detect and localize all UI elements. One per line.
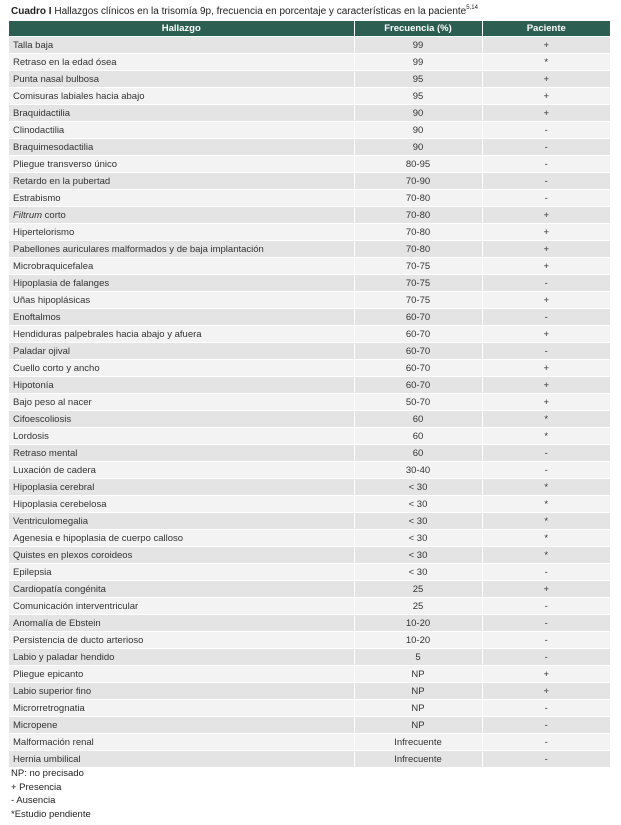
cell-hallazgo-text: Uñas hipoplásicas <box>13 294 91 306</box>
cell-hallazgo-text: Hernia umbilical <box>13 753 81 765</box>
cell-hallazgo-text: Hipotonía <box>13 379 54 391</box>
cell-paciente: + <box>482 292 610 309</box>
cell-hallazgo-text: Bajo peso al nacer <box>13 396 92 408</box>
findings-table <box>9 21 610 767</box>
footnotes <box>11 767 91 821</box>
cell-frecuencia: 60 <box>354 411 482 428</box>
cell-frecuencia: 95 <box>354 88 482 105</box>
cell-frecuencia: 60-70 <box>354 326 482 343</box>
cell-hallazgo-text: Microbraquicefalea <box>13 260 94 272</box>
cell-paciente: + <box>482 105 610 122</box>
table-row <box>9 751 610 768</box>
table-row <box>9 377 610 394</box>
table-row <box>9 513 610 530</box>
cell-hallazgo <box>9 479 354 496</box>
cell-hallazgo-text: Pliegue epicanto <box>13 668 84 680</box>
cell-frecuencia: 10-20 <box>354 632 482 649</box>
cell-hallazgo <box>9 530 354 547</box>
cell-paciente: - <box>482 122 610 139</box>
cell-hallazgo-text: Anomalía de Ebstein <box>13 617 101 629</box>
table-row <box>9 156 610 173</box>
cell-paciente: * <box>482 513 610 530</box>
table-row <box>9 598 610 615</box>
cell-hallazgo <box>9 37 354 54</box>
cell-frecuencia: NP <box>354 683 482 700</box>
cell-hallazgo-text: Epilepsia <box>13 566 52 578</box>
cell-hallazgo-text: Micropene <box>13 719 58 731</box>
cell-hallazgo-text: Hipoplasia cerebelosa <box>13 498 107 510</box>
cell-paciente: - <box>482 564 610 581</box>
cell-hallazgo <box>9 292 354 309</box>
table-row <box>9 683 610 700</box>
cell-hallazgo <box>9 343 354 360</box>
cell-hallazgo <box>9 190 354 207</box>
header-row <box>9 21 610 37</box>
cell-hallazgo <box>9 105 354 122</box>
cell-paciente: - <box>482 615 610 632</box>
cell-hallazgo-text: Hipoplasia de falanges <box>13 277 110 289</box>
cell-frecuencia: 90 <box>354 105 482 122</box>
cell-paciente: - <box>482 751 610 768</box>
cell-hallazgo-text: Estrabismo <box>13 192 61 204</box>
table-body <box>9 37 610 768</box>
cell-hallazgo <box>9 275 354 292</box>
cell-paciente: - <box>482 700 610 717</box>
table-row <box>9 37 610 54</box>
cell-frecuencia: Infrecuente <box>354 734 482 751</box>
cell-frecuencia: 50-70 <box>354 394 482 411</box>
cell-hallazgo-text: Pliegue transverso único <box>13 158 118 170</box>
table-row <box>9 445 610 462</box>
cell-paciente: + <box>482 581 610 598</box>
cell-hallazgo-text: Ventriculomegalia <box>13 515 88 527</box>
cell-frecuencia: < 30 <box>354 479 482 496</box>
cell-hallazgo-text: Retardo en la pubertad <box>13 175 111 187</box>
cell-paciente: * <box>482 496 610 513</box>
cell-paciente: + <box>482 394 610 411</box>
cell-hallazgo-text: Microrretrognatia <box>13 702 85 714</box>
cell-hallazgo-text: Retraso en la edad ósea <box>13 56 117 68</box>
cell-paciente: - <box>482 173 610 190</box>
table-row <box>9 564 610 581</box>
cell-hallazgo <box>9 683 354 700</box>
cell-frecuencia: NP <box>354 666 482 683</box>
table-row <box>9 666 610 683</box>
table-row <box>9 360 610 377</box>
cell-hallazgo <box>9 615 354 632</box>
cell-paciente: - <box>482 445 610 462</box>
table-row <box>9 428 610 445</box>
cell-hallazgo <box>9 309 354 326</box>
table-row <box>9 700 610 717</box>
cell-hallazgo <box>9 173 354 190</box>
cell-frecuencia: 70-80 <box>354 241 482 258</box>
cell-frecuencia: 60-70 <box>354 377 482 394</box>
cell-frecuencia: < 30 <box>354 564 482 581</box>
table-header <box>9 21 610 37</box>
table-row <box>9 292 610 309</box>
cell-paciente: * <box>482 54 610 71</box>
table-row <box>9 394 610 411</box>
cell-hallazgo <box>9 598 354 615</box>
table-row <box>9 649 610 666</box>
cell-frecuencia: 70-80 <box>354 190 482 207</box>
cell-hallazgo-text: Hipertelorismo <box>13 226 75 238</box>
cell-hallazgo <box>9 241 354 258</box>
table-row <box>9 122 610 139</box>
cell-hallazgo-text: Hipoplasia cerebral <box>13 481 95 493</box>
cell-hallazgo-italic: Filtrum <box>13 209 43 221</box>
table-row <box>9 343 610 360</box>
cell-frecuencia: 90 <box>354 122 482 139</box>
cell-paciente: - <box>482 343 610 360</box>
cell-frecuencia: < 30 <box>354 513 482 530</box>
cell-hallazgo <box>9 581 354 598</box>
cell-hallazgo <box>9 717 354 734</box>
cell-paciente: * <box>482 547 610 564</box>
cell-frecuencia: 95 <box>354 71 482 88</box>
cell-hallazgo <box>9 564 354 581</box>
cell-hallazgo-text: Enoftalmos <box>13 311 61 323</box>
footnote-ausencia: - Ausencia <box>11 795 56 807</box>
cell-paciente: * <box>482 428 610 445</box>
cell-hallazgo-text: Cardiopatía congénita <box>13 583 106 595</box>
cell-hallazgo-text: Braquimesodactilia <box>13 141 94 153</box>
cell-paciente: + <box>482 360 610 377</box>
cell-frecuencia: < 30 <box>354 496 482 513</box>
cell-hallazgo-text: Persistencia de ducto arterioso <box>13 634 144 646</box>
cell-hallazgo <box>9 377 354 394</box>
table-row <box>9 309 610 326</box>
table-row <box>9 632 610 649</box>
cell-paciente: + <box>482 666 610 683</box>
cell-paciente: + <box>482 326 610 343</box>
cell-hallazgo <box>9 666 354 683</box>
table-row <box>9 496 610 513</box>
cell-frecuencia: 10-20 <box>354 615 482 632</box>
cell-hallazgo <box>9 394 354 411</box>
cell-hallazgo <box>9 649 354 666</box>
table-row <box>9 71 610 88</box>
table-row <box>9 207 610 224</box>
cell-hallazgo <box>9 122 354 139</box>
cell-hallazgo <box>9 224 354 241</box>
footnote-presencia: + Presencia <box>11 781 62 793</box>
cell-frecuencia: NP <box>354 700 482 717</box>
cell-hallazgo-text: Luxación de cadera <box>13 464 96 476</box>
table-row <box>9 411 610 428</box>
cell-paciente: - <box>482 649 610 666</box>
cell-paciente: + <box>482 71 610 88</box>
cell-hallazgo <box>9 88 354 105</box>
cell-paciente: - <box>482 190 610 207</box>
cell-frecuencia: 70-80 <box>354 224 482 241</box>
cell-frecuencia: 70-75 <box>354 292 482 309</box>
cell-paciente: - <box>482 632 610 649</box>
cell-hallazgo <box>9 632 354 649</box>
cell-frecuencia: 80-95 <box>354 156 482 173</box>
caption-text: Hallazgos clínicos en la trisomía 9p, frecuencia en porcentaje y características en la paciente <box>51 6 467 17</box>
cell-hallazgo-text: Paladar ojival <box>13 345 71 357</box>
cell-paciente: - <box>482 462 610 479</box>
cell-paciente: + <box>482 207 610 224</box>
cell-paciente: - <box>482 717 610 734</box>
table-row <box>9 530 610 547</box>
cell-frecuencia: 60 <box>354 445 482 462</box>
table-row <box>9 326 610 343</box>
cell-frecuencia: Infrecuente <box>354 751 482 768</box>
cell-paciente: + <box>482 241 610 258</box>
cell-frecuencia: NP <box>354 717 482 734</box>
cell-hallazgo <box>9 700 354 717</box>
cell-frecuencia: 5 <box>354 649 482 666</box>
cell-hallazgo <box>9 411 354 428</box>
cell-frecuencia: 70-75 <box>354 275 482 292</box>
cell-frecuencia: 99 <box>354 54 482 71</box>
cell-hallazgo-text: Pabellones auriculares malformados y de baja implantación <box>13 243 264 255</box>
cell-hallazgo <box>9 462 354 479</box>
cell-hallazgo <box>9 71 354 88</box>
table-row <box>9 275 610 292</box>
table-row <box>9 88 610 105</box>
table-row <box>9 615 610 632</box>
cell-hallazgo-text: Hendiduras palpebrales hacia abajo y afuera <box>13 328 202 340</box>
cell-hallazgo <box>9 156 354 173</box>
cell-hallazgo <box>9 513 354 530</box>
table-row <box>9 139 610 156</box>
cell-paciente: + <box>482 88 610 105</box>
table-row <box>9 734 610 751</box>
cell-hallazgo-text: Labio superior fino <box>13 685 92 697</box>
caption-label: Cuadro I <box>11 6 52 17</box>
cell-frecuencia: 25 <box>354 598 482 615</box>
footnote-np: NP: no precisado <box>11 768 84 779</box>
cell-hallazgo-text: Retraso mental <box>13 447 78 459</box>
cell-hallazgo-text: Braquidactilia <box>13 107 71 119</box>
cell-frecuencia: < 30 <box>354 530 482 547</box>
table-row <box>9 717 610 734</box>
cell-hallazgo-text: Malformación renal <box>13 736 94 748</box>
cell-paciente: - <box>482 156 610 173</box>
table-row <box>9 462 610 479</box>
cell-frecuencia: 25 <box>354 581 482 598</box>
caption-references: 5,14 <box>466 5 478 11</box>
cell-hallazgo <box>9 326 354 343</box>
footnote-pendiente: *Estudio pendiente <box>11 808 91 820</box>
cell-frecuencia: < 30 <box>354 547 482 564</box>
table-row <box>9 581 610 598</box>
cell-hallazgo-text: Cifoescoliosis <box>13 413 72 425</box>
cell-frecuencia: 60-70 <box>354 343 482 360</box>
cell-hallazgo <box>9 54 354 71</box>
cell-frecuencia: 70-90 <box>354 173 482 190</box>
cell-frecuencia: 99 <box>354 37 482 54</box>
cell-paciente: - <box>482 275 610 292</box>
cell-frecuencia: 70-75 <box>354 258 482 275</box>
header-frecuencia: Frecuencia (%) <box>354 21 482 37</box>
cell-hallazgo-text: Talla baja <box>13 39 54 51</box>
cell-hallazgo <box>9 360 354 377</box>
cell-hallazgo <box>9 258 354 275</box>
cell-hallazgo-text: Comunicación interventricular <box>13 600 139 612</box>
cell-frecuencia: 30-40 <box>354 462 482 479</box>
cell-paciente: * <box>482 411 610 428</box>
cell-paciente: + <box>482 683 610 700</box>
header-hallazgo: Hallazgo <box>9 21 354 37</box>
cell-frecuencia: 70-80 <box>354 207 482 224</box>
cell-paciente: - <box>482 309 610 326</box>
table-row <box>9 173 610 190</box>
cell-hallazgo-text: Cuello corto y ancho <box>13 362 100 374</box>
table-row <box>9 258 610 275</box>
table-row <box>9 241 610 258</box>
cell-frecuencia: 60-70 <box>354 309 482 326</box>
cell-paciente: * <box>482 479 610 496</box>
table-row <box>9 105 610 122</box>
cell-frecuencia: 90 <box>354 139 482 156</box>
cell-hallazgo <box>9 734 354 751</box>
cell-hallazgo <box>9 496 354 513</box>
table-row <box>9 190 610 207</box>
cell-paciente: + <box>482 224 610 241</box>
cell-paciente: * <box>482 530 610 547</box>
cell-frecuencia: 60 <box>354 428 482 445</box>
cell-hallazgo <box>9 547 354 564</box>
cell-frecuencia: 60-70 <box>354 360 482 377</box>
cell-hallazgo-text: Quistes en plexos coroideos <box>13 549 133 561</box>
cell-paciente: + <box>482 258 610 275</box>
cell-paciente: + <box>482 37 610 54</box>
cell-hallazgo-text: Agenesia e hipoplasia de cuerpo calloso <box>13 532 184 544</box>
table-caption <box>11 6 478 18</box>
table-row <box>9 54 610 71</box>
cell-paciente: + <box>482 377 610 394</box>
cell-hallazgo <box>9 207 354 224</box>
table-row <box>9 547 610 564</box>
cell-hallazgo <box>9 445 354 462</box>
cell-hallazgo <box>9 139 354 156</box>
cell-hallazgo-text: Lordosis <box>13 430 49 442</box>
cell-paciente: - <box>482 139 610 156</box>
cell-paciente: - <box>482 598 610 615</box>
cell-hallazgo <box>9 751 354 768</box>
header-paciente: Paciente <box>482 21 610 37</box>
cell-hallazgo-text: corto <box>42 209 66 221</box>
cell-hallazgo-text: Comisuras labiales hacia abajo <box>13 90 145 102</box>
cell-hallazgo <box>9 428 354 445</box>
table-row <box>9 479 610 496</box>
cell-hallazgo-text: Punta nasal bulbosa <box>13 73 100 85</box>
cell-hallazgo-text: Labio y paladar hendido <box>13 651 115 663</box>
cell-paciente: - <box>482 734 610 751</box>
cell-hallazgo-text: Clinodactilia <box>13 124 65 136</box>
table-row <box>9 224 610 241</box>
